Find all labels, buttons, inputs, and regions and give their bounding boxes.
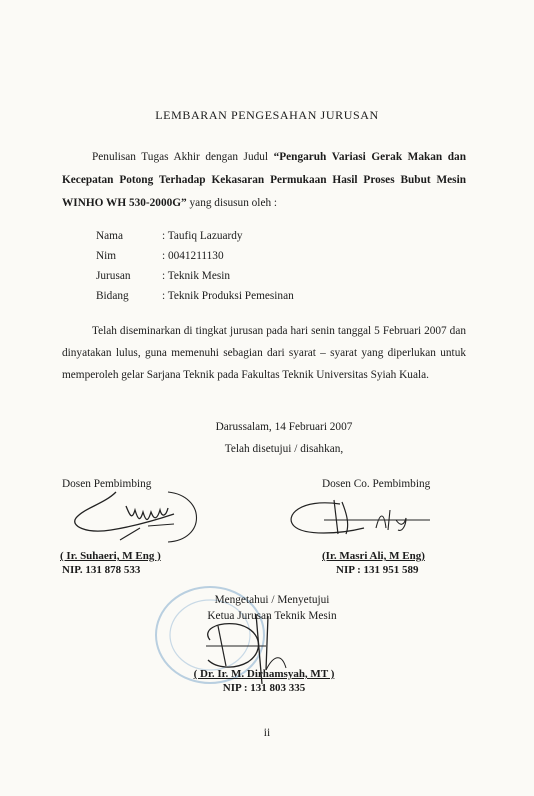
info-label: Nim (96, 250, 117, 262)
supervisor2-name: (Ir. Masri Ali, M Eng) (322, 550, 425, 562)
info-label: Jurusan (96, 270, 131, 282)
intro-prefix: Penulisan Tugas Akhir dengan Judul (92, 151, 274, 163)
head-name: ( Dr. Ir. M. Dirhamsyah, MT ) (193, 668, 335, 680)
info-value: : Teknik Mesin (162, 270, 231, 282)
approval-text: Telah disetujui / disahkan, (224, 443, 344, 455)
head-nip: NIP : 131 803 335 (222, 682, 306, 694)
seminar-text: Telah diseminarkan di tingkat jurusan pada hari senin tanggal 5 Februari 2007 dan dinyatakan lulus, guna memenuhi sebagian dari syarat – syarat yang diperlukan untuk memperoleh gelar Sarjana Teknik pada Fakultas Teknik Universitas Syiah Kuala. (62, 325, 466, 381)
supervisor2-block (322, 549, 425, 577)
supervisor1-signature (56, 484, 206, 556)
seminar-paragraph (62, 320, 466, 386)
info-row (96, 286, 294, 306)
info-label: Nama (96, 230, 123, 242)
supervisor1-name: ( Ir. Suhaeri, M Eng ) (60, 550, 161, 562)
info-row (96, 266, 294, 286)
acknowledge-line2: Ketua Jurusan Teknik Mesin (207, 610, 337, 622)
page-title: LEMBARAN PENGESAHAN JURUSAN (155, 108, 379, 122)
acknowledge-line1: Mengetahui / Menyetujui (214, 594, 330, 606)
intro-paragraph (62, 146, 466, 215)
place-date: Darussalam, 14 Februari 2007 (215, 421, 353, 433)
supervisor2-role: Dosen Co. Pembimbing (322, 478, 431, 490)
info-row (96, 226, 294, 246)
place-date-block (0, 416, 534, 460)
thesis-title: “Pengaruh Variasi Gerak Makan dan Kecepatan Potong Terhadap Kekasaran Permukaan Hasil Proses Bubut Mesin WINHO WH 530-2000G” (62, 151, 466, 209)
info-value: : Teknik Produksi Pemesinan (162, 290, 294, 302)
supervisor1-nip: NIP. 131 878 533 (62, 564, 141, 576)
supervisor2-nip: NIP : 131 951 589 (336, 564, 419, 576)
page-number: ii (263, 727, 271, 739)
supervisor1-role: Dosen Pembimbing (62, 478, 152, 490)
info-row (96, 246, 294, 266)
supervisor1-block (60, 549, 161, 577)
intro-suffix: yang disusun oleh : (186, 197, 278, 209)
supervisor2-signature (280, 494, 440, 550)
head-block (184, 667, 344, 695)
info-value: : Taufiq Lazuardy (162, 230, 243, 242)
student-info (96, 226, 294, 306)
info-value: : 0041211130 (162, 250, 224, 262)
info-label: Bidang (96, 290, 129, 302)
